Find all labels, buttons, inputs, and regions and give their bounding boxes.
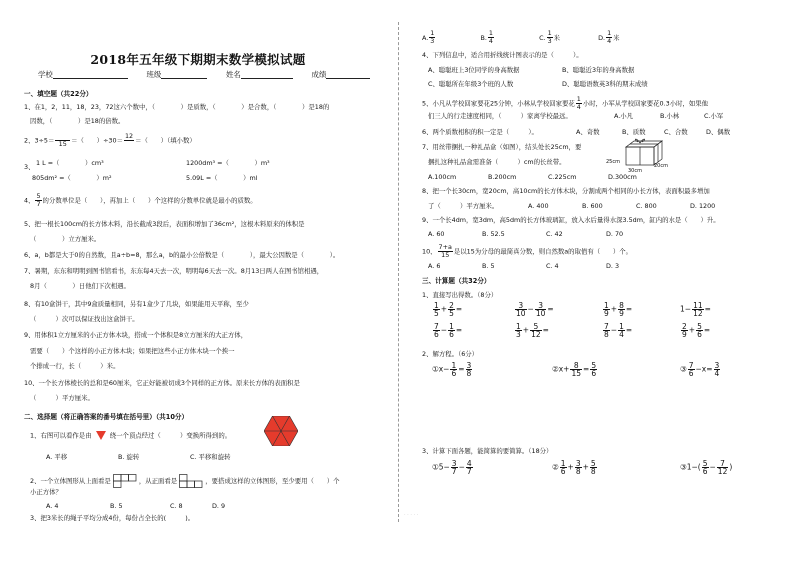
- r9-option-b[interactable]: B. 52.5: [482, 230, 505, 238]
- c2-text-c: ，要搭成这样的立体图形，至少要用（ ）个: [205, 477, 340, 485]
- q8-line1: 8、有10盒饼干，其中9盒质量相同，另有1盒少了几块，如果能用天平称，至少: [24, 300, 249, 308]
- op-equals: =: [625, 304, 633, 314]
- front-view-icon: [179, 474, 203, 488]
- c3-opt-b-label: B.: [480, 33, 487, 42]
- q2-suffix: ＝（ ）（填小数）: [135, 136, 196, 145]
- r6: 6、两个质数相积的积一定是（ ）。: [422, 128, 538, 136]
- c3-option-c[interactable]: [539, 29, 561, 45]
- op-plus: +: [688, 325, 696, 335]
- red-hexagon-icon: [264, 416, 298, 446]
- calc-item-3[interactable]: $\frac{1}{9}$ + $\frac{8}{9}$ =: [604, 301, 633, 318]
- c2-option-b[interactable]: B. 5: [110, 502, 123, 510]
- c2-option-c[interactable]: C. 8: [170, 502, 183, 510]
- c2-line2: 小正方体？: [30, 488, 62, 496]
- q1-line2: 因数，（ ）是18的倍数。: [30, 117, 125, 125]
- q2-prefix: 2、3÷5＝: [24, 136, 55, 145]
- q5-line2: （ ）立方厘米。: [30, 235, 101, 243]
- op-plus: +: [440, 304, 448, 314]
- q9-line2: 需要（ ）个这样的小正方体木块；如果把这些小正方体木块一个挨一: [30, 347, 235, 355]
- simplify-2[interactable]: ② $\frac{1}{6}$ + $\frac{3}{8}$ + $\frac{5}{8}$: [552, 459, 596, 476]
- box-label-width: 20cm: [654, 163, 668, 169]
- c3-opt-d-unit: 米: [613, 33, 620, 42]
- op-plus: +: [582, 462, 589, 472]
- q4-text: 的分数单位是（ ），再加上（ ）个这样的分数单位就是最小的质数。: [42, 196, 257, 205]
- frac-num: 1: [430, 29, 435, 37]
- r10-option-d[interactable]: D. 3: [606, 262, 620, 270]
- op-minus: −: [443, 462, 450, 472]
- op-minus: −: [443, 364, 450, 374]
- op-equals: =: [706, 364, 713, 374]
- r8-option-d[interactable]: D. 1200: [690, 202, 716, 210]
- op-minus: −: [684, 304, 692, 314]
- r10-option-b[interactable]: B. 5: [482, 262, 495, 270]
- equation-1[interactable]: ①x− $\frac{1}{6}$ = $\frac{3}{8}$: [432, 361, 472, 378]
- r4: 4、下列信息中，适合用折线统计图表示的是（ ）。: [422, 51, 583, 59]
- q2-mid: ＝（ ）÷30＝: [71, 136, 123, 145]
- equation-3[interactable]: ③ $\frac{7}{6}$ −x= $\frac{3}{4}$: [680, 361, 720, 378]
- c1-text-b: 绕一个顶点经过（ ）变换所得到的。: [109, 431, 232, 440]
- frac-den: 4: [576, 103, 581, 111]
- op-equals: =: [458, 364, 465, 374]
- q2-fraction-2: [124, 133, 134, 148]
- calc-simplify-title: 3、计算下面各题，能简算的要简算。（18分）: [422, 447, 553, 455]
- score-label: 成绩: [311, 70, 327, 79]
- frac-den: 3: [547, 37, 552, 45]
- calc-item-1[interactable]: $\frac{1}{5}$ + $\frac{2}{5}$ =: [434, 301, 463, 318]
- c2-text-b: ，从正面看是: [138, 477, 178, 485]
- class-label: 班级: [146, 70, 162, 79]
- q3-num: 3、: [24, 163, 35, 171]
- r5-option-c[interactable]: C.小军: [704, 112, 724, 120]
- q2-fraction-1: [55, 133, 70, 148]
- r4-option-d[interactable]: D、聪聪语数英3科的期末成绩: [562, 80, 648, 88]
- r4-option-b[interactable]: B、聪聪近3年的身高数据: [562, 66, 635, 74]
- frac-den: 15: [441, 251, 450, 259]
- name-field[interactable]: [241, 71, 293, 79]
- c3-opt-d-label: D.: [598, 33, 606, 42]
- op-minus: −: [709, 462, 716, 472]
- r7-option-a[interactable]: A.100cm: [428, 173, 457, 181]
- r5-pre: 5、小凡从学校回家要花25分钟，小林从学校回家要花: [422, 99, 575, 108]
- op-minus: −: [440, 325, 448, 335]
- q3-b-left: 805dm² =（ ）m²: [32, 174, 112, 182]
- calc-item-6[interactable]: $\frac{1}{3}$ + $\frac{5}{12}$ =: [516, 322, 549, 339]
- q4-fraction: [35, 193, 41, 208]
- r6-option-b[interactable]: B、质数: [622, 128, 646, 136]
- q4: [24, 193, 257, 208]
- r10-text: 是以15为分母的最简真分数，则自然数a的取值有（ ）个。: [453, 247, 633, 256]
- q4-prefix: 4、: [24, 196, 35, 205]
- box-label-length: 30cm: [628, 168, 642, 174]
- r6-option-d[interactable]: D、偶数: [706, 128, 731, 136]
- c3-opt-c-label: C.: [539, 33, 546, 42]
- c2-text-a: 2、一个立体图形从上面看是: [30, 477, 111, 485]
- page-title: 2018年五年级下期期末数学模拟试题: [90, 52, 306, 67]
- q3-a-left: 1 L =（ ）cm³: [36, 159, 104, 167]
- q9-line1: 9、用体积1立方厘米的小正方体木块，搭成一个体积是8立方厘米的大正方体，: [24, 331, 248, 339]
- c3-opt-a-frac: [429, 30, 435, 45]
- c3-opt-c-frac: [547, 30, 553, 45]
- r5-option-a[interactable]: A.小凡: [614, 112, 634, 120]
- r7-option-b[interactable]: B.200cm: [488, 173, 517, 181]
- r8-option-b[interactable]: B. 600: [582, 202, 603, 210]
- calc-equation-title: 2、解方程。（6分）: [422, 350, 479, 358]
- top-view-icon: [113, 474, 137, 488]
- section-fill-in: 一、填空题（共22分）: [24, 90, 93, 98]
- calc-item-4[interactable]: 1− $\frac{11}{12}$ =: [680, 301, 711, 318]
- section-calc: 三、计算题（共32分）: [422, 277, 491, 285]
- calc-direct-title: 1、直接写出得数。（8分）: [422, 291, 498, 299]
- watermark: · · · · ·: [404, 512, 419, 518]
- c3-option-d[interactable]: [598, 29, 620, 45]
- calc-item-5[interactable]: $\frac{7}{6}$ − $\frac{1}{6}$ =: [434, 322, 463, 339]
- calc-item-2[interactable]: $\frac{3}{10}$ − $\frac{3}{10}$ =: [516, 301, 554, 318]
- op-equals: =: [704, 304, 711, 314]
- c1: [30, 431, 231, 440]
- r5-line1: [422, 96, 708, 111]
- red-triangle-icon: [96, 431, 106, 440]
- c2-option-a[interactable]: A. 4: [46, 502, 59, 510]
- op-equals: =: [455, 325, 463, 335]
- section-choice: 二、选择题（将正确答案的番号填在括号里）（共10分）: [24, 413, 189, 421]
- r8-line1: 8、把一个长30cm，宽20cm，高10cm的长方体木块，分割成两个相同的小长方体，表面积最多增加: [422, 187, 710, 195]
- q3-a-right: 1200dm³ =（ ）m³: [186, 159, 270, 167]
- r10-option-a[interactable]: A. 6: [428, 262, 441, 270]
- r10-fraction: [438, 244, 453, 259]
- c3-opt-b-frac: [488, 30, 494, 45]
- q4-frac-den: 7: [36, 200, 41, 208]
- frac-den: 4: [607, 37, 612, 45]
- box-label-height: 25cm: [606, 159, 620, 165]
- r7-option-c[interactable]: C.225cm: [548, 173, 577, 181]
- c1-option-c[interactable]: C. 平移和旋转: [190, 453, 231, 461]
- r8-line2: 了（ ）平方厘米。: [428, 202, 499, 210]
- c3-opt-a-label: A.: [422, 33, 429, 42]
- op-equals: =: [455, 304, 463, 314]
- r4-option-a[interactable]: A、聪聪班上3位同学的身高数据: [428, 66, 520, 74]
- info-row: [38, 71, 370, 79]
- c1-text-a: 1、右图可以看作是由: [30, 431, 92, 440]
- calc-item-7[interactable]: $\frac{7}{8}$ − $\frac{1}{4}$ =: [604, 322, 633, 339]
- frac-den: 4: [488, 37, 493, 45]
- r5-post: 小时，小军从学校回家要花0.3小时，如果他: [582, 99, 709, 108]
- op-equals: =: [625, 325, 633, 335]
- r4-option-c[interactable]: C、聪聪所在年级3个班的人数: [428, 80, 514, 88]
- op-plus: +: [522, 325, 530, 335]
- column-divider: [398, 22, 399, 522]
- q5-line1: 5、把一根长100cm的长方体木料，沿长截成3段后，表面积增加了36cm²，这根木料原来的体积是: [24, 220, 305, 228]
- frac-num: 1: [576, 95, 581, 103]
- r7-line1: 7、用丝带捆扎一种礼品盒（如图），结头处长25cm，要: [422, 143, 582, 151]
- c3: 3、把3米长的绳子平均分成4份，每份占全长的( )。: [30, 514, 195, 522]
- q10-line2: （ ）平方厘米。: [30, 394, 94, 402]
- c3-options: [422, 30, 620, 45]
- frac-num: 1: [488, 29, 493, 37]
- op-equals: =: [542, 325, 549, 335]
- op-equals: =: [547, 304, 554, 314]
- q7-line1: 7、暑期，东东和明明到图书馆看书，东东每4天去一次，明明每6天去一次。8月13日两人在图书馆相遇，: [24, 267, 324, 275]
- r5-fraction: [576, 96, 582, 111]
- op-plus: +: [563, 364, 570, 374]
- r6-option-a[interactable]: A、奇数: [576, 128, 600, 136]
- r9-option-d[interactable]: D. 70: [606, 230, 624, 238]
- simplify-1[interactable]: ①5− $\frac{3}{7}$ − $\frac{4}{7}$: [432, 459, 472, 476]
- name-label: 姓名: [226, 70, 241, 79]
- class-field[interactable]: [161, 71, 207, 79]
- op-equals: =: [583, 364, 590, 374]
- q6: 6、a，b都是大于0的自然数，且a÷b=8，那么a，b的最小公倍数是（ ），最大公因数是（ ）。: [24, 251, 340, 259]
- school-label: 学校: [38, 70, 53, 79]
- q2-frac2-num: 12: [124, 132, 134, 140]
- q4-frac-num: 5: [36, 192, 41, 200]
- op-minus: −: [458, 462, 465, 472]
- q3-b-right: 5.09L =（ ）ml: [186, 174, 258, 182]
- q8-line2: （ ）次可以保证找出这盒饼干。: [30, 315, 139, 323]
- c3-opt-c-unit: 米: [553, 33, 561, 42]
- equation-2[interactable]: ②x+ $\frac{8}{15}$ = $\frac{5}{6}$: [552, 361, 597, 378]
- op-equals: =: [703, 325, 711, 335]
- c2: [30, 474, 340, 488]
- r10-option-c[interactable]: C. 4: [546, 262, 559, 270]
- c2-option-d[interactable]: D. 9: [212, 502, 226, 510]
- q9-line3: 个排成一行，长（ ）米。: [30, 362, 120, 370]
- r6-option-c[interactable]: C、合数: [664, 128, 688, 136]
- op-plus: +: [567, 462, 574, 472]
- c1-option-a[interactable]: A. 平移: [46, 453, 68, 461]
- r10-num: 10、: [422, 247, 437, 256]
- r7-line2: 捆扎这种礼品盒需准备（ ）cm的长丝带。: [428, 158, 566, 166]
- frac-num: 1: [607, 29, 612, 37]
- r9-option-c[interactable]: C. 42: [546, 230, 563, 238]
- c3-option-a[interactable]: [422, 29, 436, 45]
- c3-option-b[interactable]: [480, 29, 495, 45]
- r9: 9、一个长4dm，宽3dm，高5dm的长方体玻璃缸，放入水后量得水深3.5dm，缸内的水是（ ）升。: [422, 216, 720, 224]
- r7-option-d[interactable]: D.300cm: [608, 173, 637, 181]
- c1-option-b[interactable]: B. 旋转: [118, 453, 140, 461]
- op-minus: −: [610, 325, 618, 335]
- school-field[interactable]: [53, 71, 128, 79]
- frac-num: 1: [547, 29, 552, 37]
- frac-den: 3: [430, 37, 435, 45]
- score-field[interactable]: [326, 71, 370, 79]
- simplify-3[interactable]: ③1−( $\frac{5}{6}$ − $\frac{7}{12}$ ): [680, 459, 733, 476]
- op-minus: −: [527, 304, 534, 314]
- r8-option-c[interactable]: C. 800: [636, 202, 657, 210]
- q2: [24, 133, 196, 148]
- r8-option-a[interactable]: A. 400: [528, 202, 549, 210]
- r5-line2: 们三人的行走速度相同，（ ）家离学校最远。: [428, 112, 572, 120]
- r10: [422, 244, 632, 259]
- q1-line1: 1、在1，2，11，18，23，72这六个数中，（ ）是质数，（ ）是合数，（ ）是18的: [24, 103, 330, 111]
- op-plus: +: [610, 304, 618, 314]
- r9-option-a[interactable]: A. 60: [428, 230, 445, 238]
- q10-line1: 10、一个长方体棱长的总和是60厘米，它正好能被切成3个同样的正方体。原来长方体的表面积是: [24, 379, 300, 387]
- r5-option-b[interactable]: B.小林: [660, 112, 680, 120]
- calc-item-8[interactable]: $\frac{2}{9}$ + $\frac{5}{6}$ =: [682, 322, 711, 339]
- frac-num: 7+a: [438, 243, 452, 251]
- q7-line2: 8月（ ）日他们下次相遇。: [30, 282, 130, 290]
- c3-opt-d-frac: [606, 30, 612, 45]
- q2-frac1-den: 15: [58, 140, 67, 148]
